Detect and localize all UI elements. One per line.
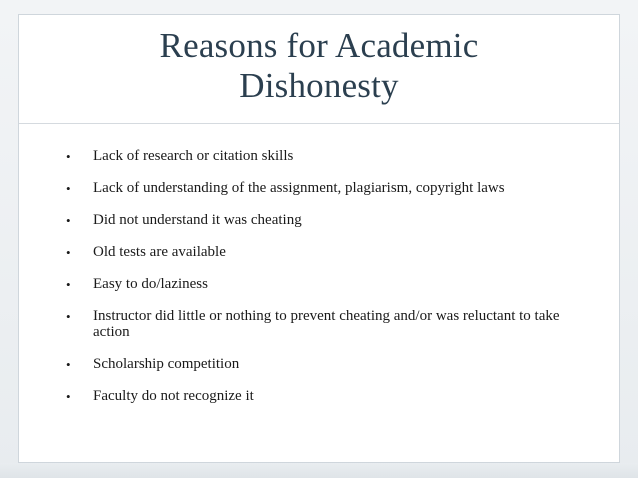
title-line-1: Reasons for Academic — [159, 26, 479, 65]
title-line-2: Dishonesty — [239, 66, 399, 105]
bullet-text: Lack of understanding of the assignment, plagiarism, copyright laws — [93, 180, 505, 196]
bullet-item — [66, 388, 586, 404]
bullet-item — [66, 148, 586, 164]
bullet-icon: • — [66, 277, 71, 292]
bullet-item — [66, 212, 586, 228]
bullet-item — [66, 308, 586, 340]
slide-title — [0, 26, 638, 106]
bullet-text: Easy to do/laziness — [93, 276, 208, 292]
bullet-text: Did not understand it was cheating — [93, 212, 302, 228]
bullet-icon: • — [66, 149, 71, 164]
bullet-icon: • — [66, 357, 71, 372]
slide-bottom-band — [0, 463, 638, 478]
bullet-text: Lack of research or citation skills — [93, 148, 294, 164]
bullet-text: Scholarship competition — [93, 356, 240, 372]
bullet-icon: • — [66, 181, 71, 196]
bullet-item — [66, 356, 586, 372]
bullet-list — [66, 148, 586, 420]
bullet-text: Faculty do not recognize it — [93, 388, 254, 404]
title-divider — [19, 123, 619, 124]
bullet-text: Old tests are available — [93, 244, 226, 260]
bullet-icon: • — [66, 213, 71, 228]
bullet-icon: • — [66, 309, 71, 324]
bullet-icon: • — [66, 389, 71, 404]
bullet-item — [66, 276, 586, 292]
bullet-text: Instructor did little or nothing to prevent cheating and/or was reluctant to take action — [93, 308, 560, 340]
bullet-icon: • — [66, 245, 71, 260]
bullet-item — [66, 180, 586, 196]
bullet-item — [66, 244, 586, 260]
